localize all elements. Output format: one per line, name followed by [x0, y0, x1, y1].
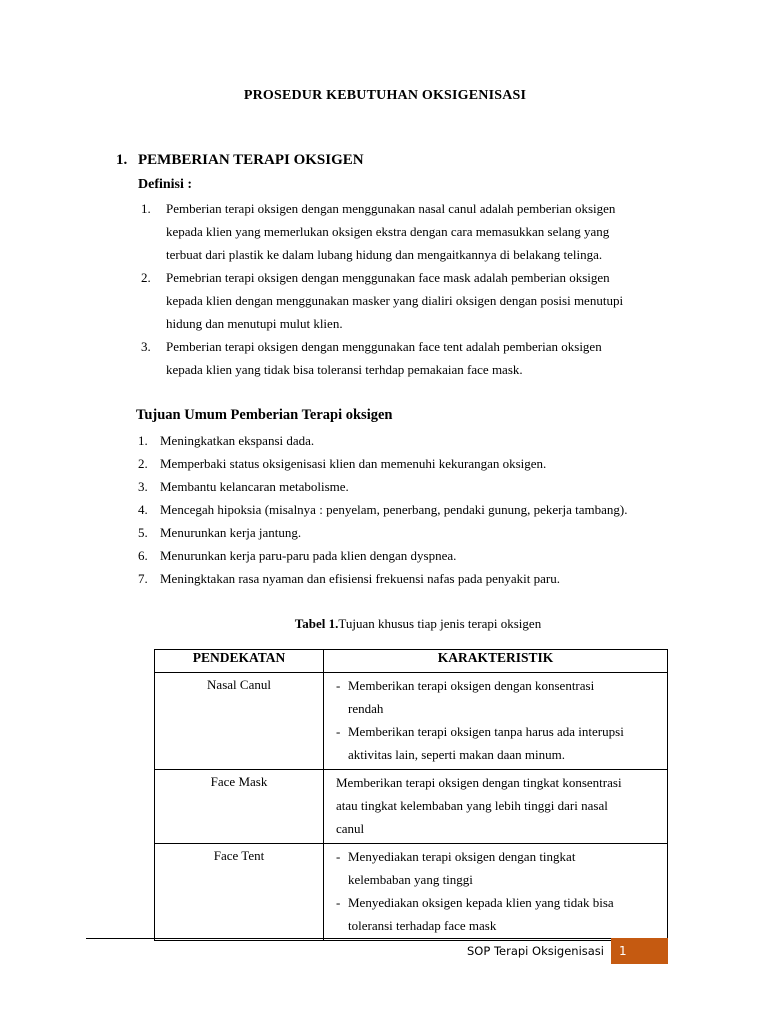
definition-item — [141, 197, 681, 266]
section-number: 1. — [116, 152, 128, 168]
definition-line: hidung dan menutupi mulut klien. — [166, 316, 343, 331]
cell-line: Memberikan terapi oksigen dengan tingkat konsentrasi — [336, 775, 622, 790]
list-item — [138, 429, 698, 452]
section-heading — [116, 152, 364, 169]
list-number: 3. — [138, 479, 148, 494]
list-number: 7. — [138, 571, 148, 586]
cell-line: rendah — [348, 701, 384, 716]
list-item — [138, 544, 698, 567]
dash-marker: - — [336, 678, 341, 693]
footer-divider — [86, 938, 668, 939]
list-item-text: Menurunkan kerja paru-paru pada klien dengan dyspnea. — [160, 548, 457, 563]
table-row — [155, 844, 668, 941]
dash-item — [336, 891, 663, 937]
dash-marker: - — [336, 724, 341, 739]
list-item — [138, 567, 698, 590]
cell-line: toleransi terhadap face mask — [348, 918, 497, 933]
table-cell-pendekatan: Nasal Canul — [155, 673, 324, 770]
list-number: 6. — [138, 548, 148, 563]
list-item-text: Mencegah hipoksia (misalnya : penyelam, penerbang, pendaki gunung, pekerja tambang). — [160, 502, 628, 517]
cell-line: canul — [336, 821, 365, 836]
list-number: 5. — [138, 525, 148, 540]
definition-line: Pemberian terapi oksigen dengan menggunakan nasal canul adalah pemberian oksigen — [166, 201, 616, 216]
definition-line: kepada klien yang memerlukan oksigen ekstra dengan cara memasukkan selang yang — [166, 224, 610, 239]
document-title: PROSEDUR KEBUTUHAN OKSIGENISASI — [243, 88, 527, 103]
list-item — [138, 475, 698, 498]
list-item-text: Menurunkan kerja jantung. — [160, 525, 302, 540]
table-cell-karakteristik — [324, 770, 668, 844]
definition-item — [141, 266, 681, 335]
cell-line: Memberikan terapi oksigen dengan konsentrasi — [348, 678, 595, 693]
dash-item — [336, 720, 663, 766]
column-header: KARAKTERISTIK — [324, 650, 668, 673]
list-item-text: Membantu kelancaran metabolisme. — [160, 479, 349, 494]
list-number: 1. — [138, 433, 148, 448]
list-item-text: Meningkatkan ekspansi dada. — [160, 433, 315, 448]
list-number: 2. — [138, 456, 148, 471]
page-number-badge: 1 — [611, 938, 668, 964]
dash-marker: - — [336, 895, 341, 910]
list-item — [138, 452, 698, 475]
dash-item — [336, 674, 663, 720]
definition-line: Pemberian terapi oksigen dengan menggunakan face tent adalah pemberian oksigen — [166, 339, 602, 354]
section-title: PEMBERIAN TERAPI OKSIGEN — [138, 152, 364, 168]
list-item — [138, 521, 698, 544]
table-cell-pendekatan: Face Mask — [155, 770, 324, 844]
table-cell-karakteristik — [324, 673, 668, 770]
definition-line: kepada klien yang tidak bisa toleransi terhdap pemakaian face mask. — [166, 362, 523, 377]
table-row — [155, 770, 668, 844]
cell-line: Menyediakan oksigen kepada klien yang tidak bisa — [348, 895, 614, 910]
table-cell-karakteristik — [324, 844, 668, 941]
list-item-text: Meningktakan rasa nyaman dan efisiensi frekuensi nafas pada penyakit paru. — [160, 571, 560, 586]
footer-label: SOP Terapi Oksigenisasi — [467, 944, 604, 958]
list-number: 2. — [141, 270, 151, 285]
list-number: 3. — [141, 339, 151, 354]
definition-list — [141, 197, 681, 381]
list-number: 1. — [141, 201, 151, 216]
table-header-row — [155, 650, 668, 673]
column-header: PENDEKATAN — [155, 650, 324, 673]
cell-line: aktivitas lain, seperti makan daan minum. — [348, 747, 565, 762]
oxygen-therapy-table — [154, 649, 668, 941]
definition-line: Pemebrian terapi oksigen dengan menggunakan face mask adalah pemberian oksigen — [166, 270, 610, 285]
table-caption-text: Tujuan khusus tiap jenis terapi oksigen — [338, 616, 542, 631]
definition-line: kepada klien dengan menggunakan masker yang dialiri oksigen dengan posisi menutupi — [166, 293, 624, 308]
dash-item — [336, 845, 663, 891]
cell-line: kelembaban yang tinggi — [348, 872, 473, 887]
definition-line: terbuat dari plastik ke dalam lubang hidung dan mengaitkannya di belakang telinga. — [166, 247, 603, 262]
table-caption — [0, 616, 768, 632]
cell-line: Memberikan terapi oksigen tanpa harus ada interupsi — [348, 724, 624, 739]
dash-marker: - — [336, 849, 341, 864]
list-item — [138, 498, 698, 521]
list-number: 4. — [138, 502, 148, 517]
definition-label: Definisi : — [138, 177, 193, 192]
table-caption-label: Tabel 1. — [294, 616, 339, 631]
definition-item — [141, 335, 681, 381]
tujuan-list — [138, 429, 698, 590]
cell-line: atau tingkat kelembaban yang lebih tinggi dari nasal — [336, 798, 608, 813]
table-row — [155, 673, 668, 770]
table-cell-pendekatan: Face Tent — [155, 844, 324, 941]
list-item-text: Memperbaki status oksigenisasi klien dan memenuhi kekurangan oksigen. — [160, 456, 547, 471]
tujuan-heading: Tujuan Umum Pemberian Terapi oksigen — [136, 407, 393, 423]
cell-line: Menyediakan terapi oksigen dengan tingkat — [348, 849, 576, 864]
